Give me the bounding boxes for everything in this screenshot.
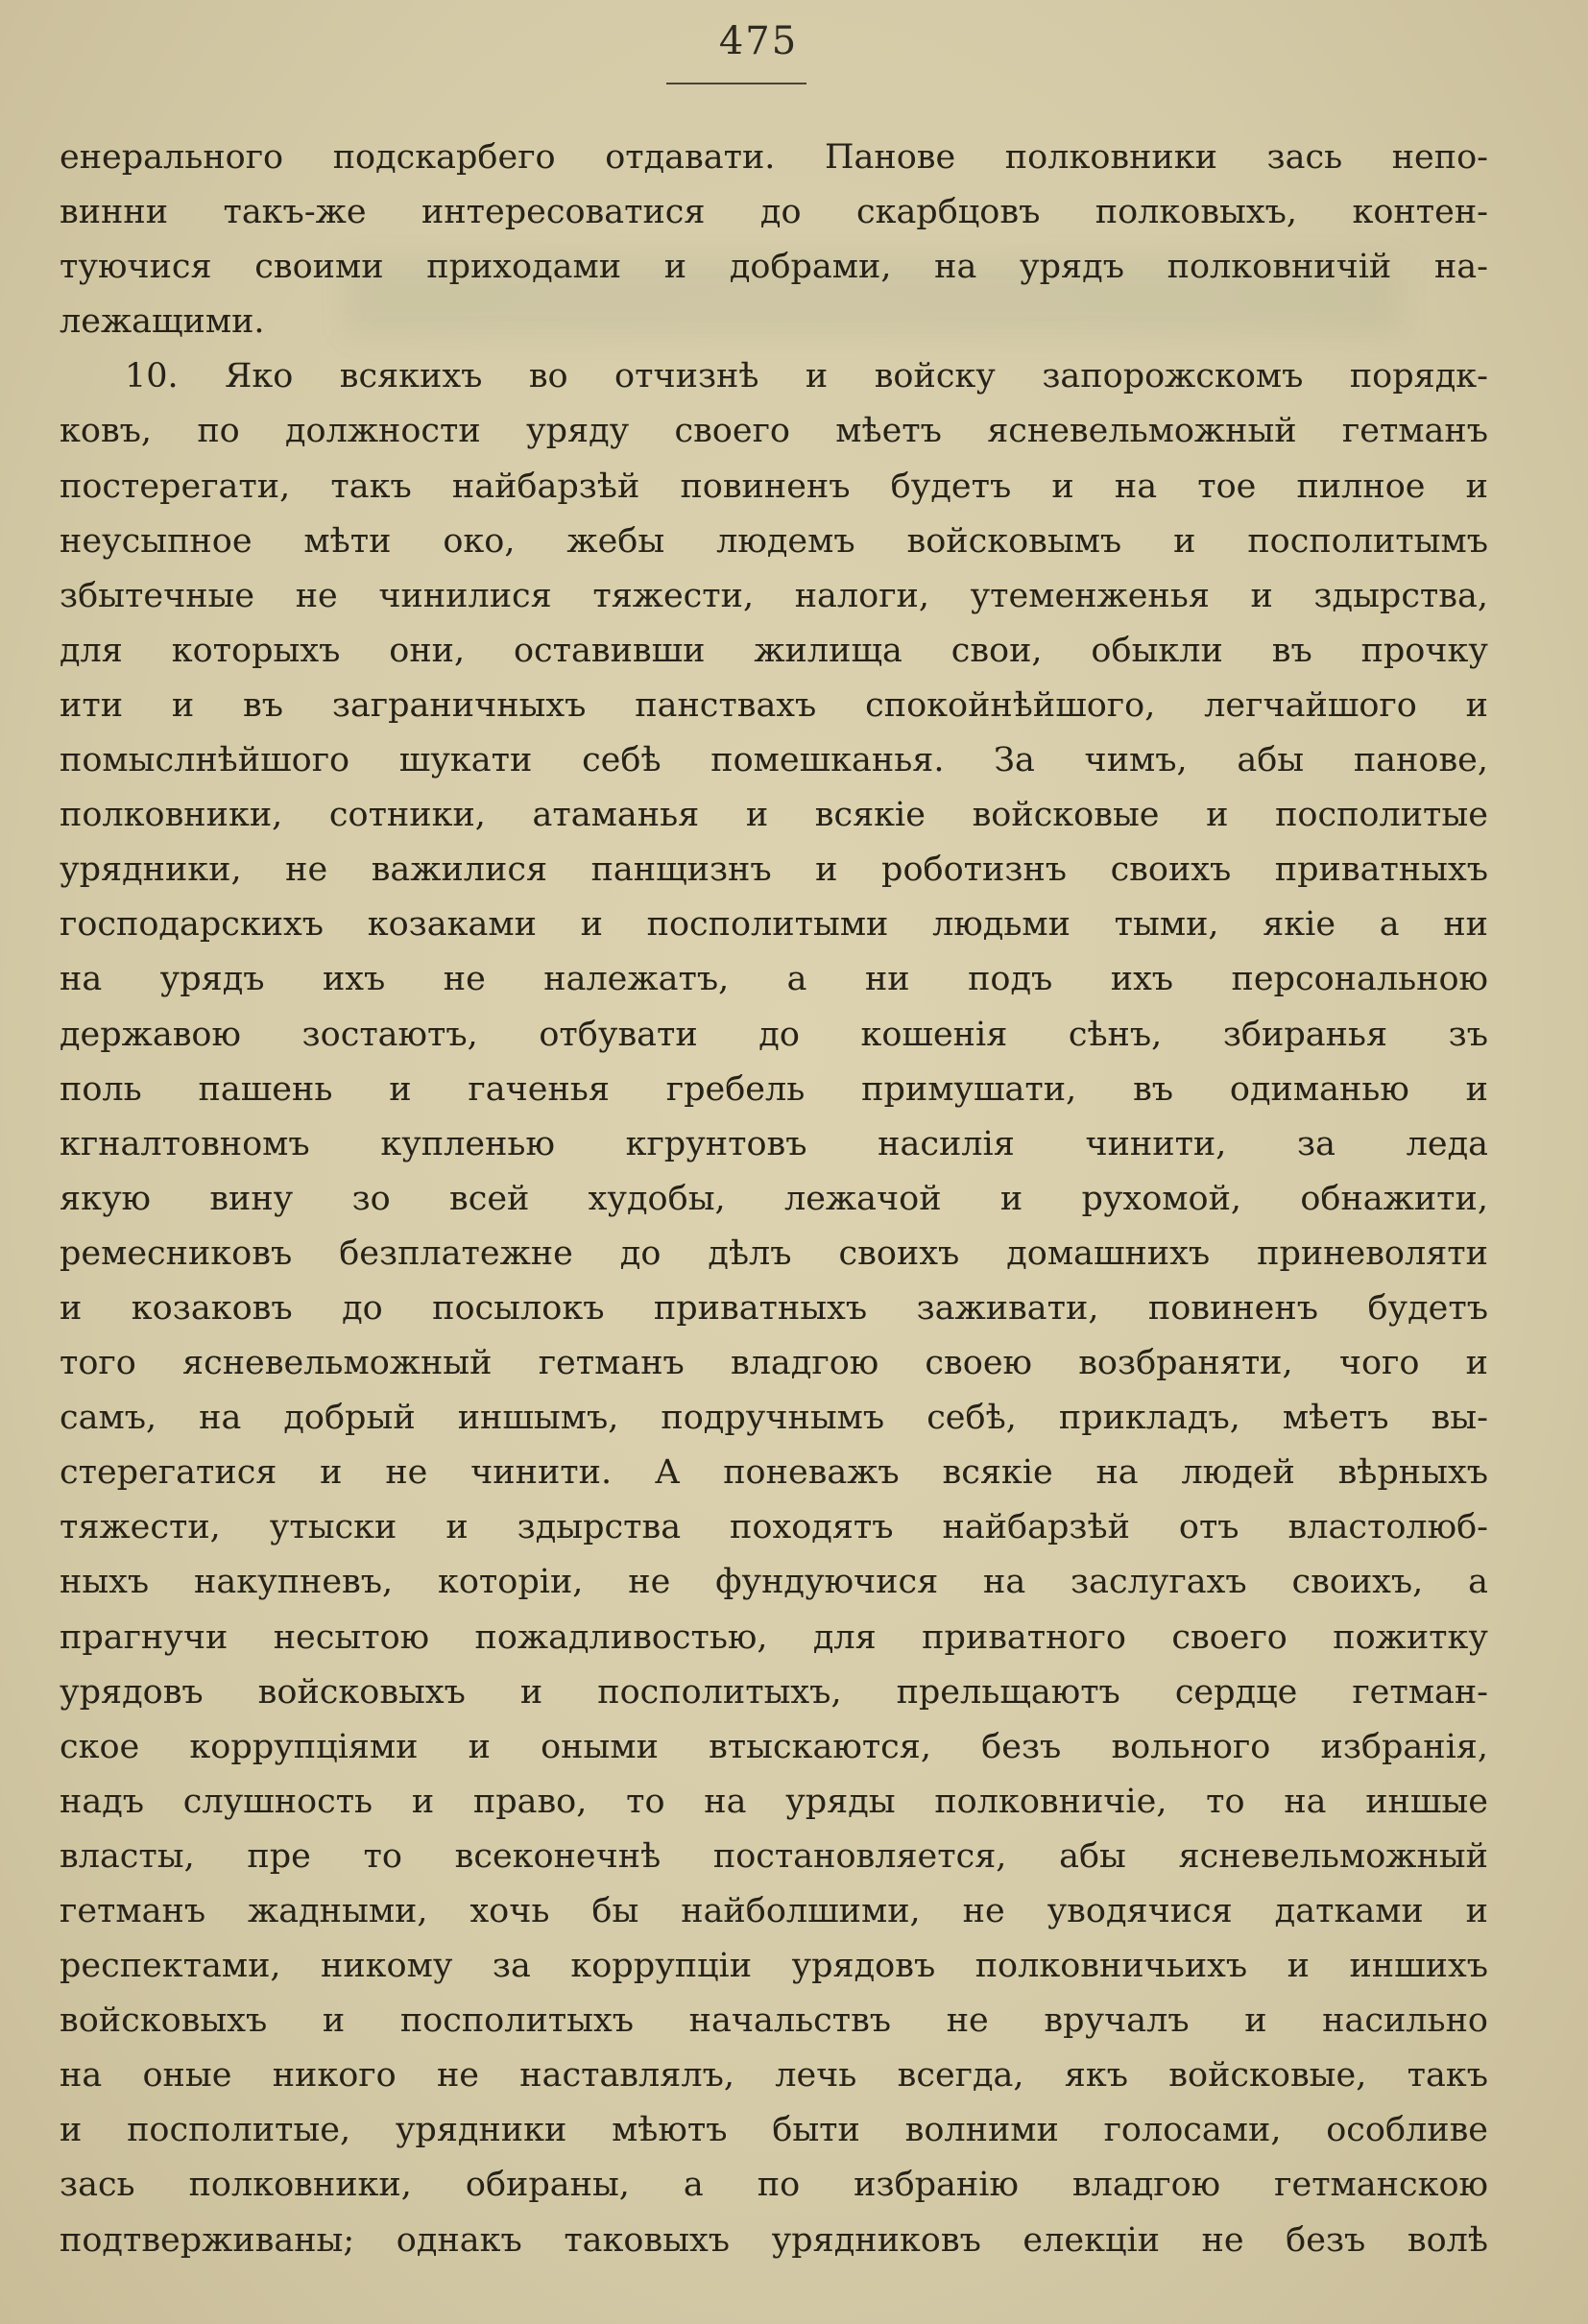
paragraph-start-line: 10. Яко всякихъ во отчизнѣ и войску запорожскомъ порядк-: [125, 357, 1488, 396]
text-line: якую вину зо всей худобы, лежачой и рухомой, обнажити,: [60, 1179, 1488, 1218]
text-line: винни такъ-же интересоватися до скарбцовъ полковыхъ, контен-: [60, 193, 1488, 232]
text-line: войсковыхъ и посполитыхъ начальствъ не вручалъ и насильно: [60, 2001, 1488, 2041]
text-line: ковъ, по должности уряду своего мѣетъ ясневельможный гетманъ: [60, 412, 1488, 451]
text-line: господарскихъ козаками и посполитыми людьми тыми, якіе а ни: [60, 905, 1488, 945]
text-line: ремесниковъ безплатежне до дѣлъ своихъ домашнихъ приневоляти: [60, 1234, 1488, 1273]
text-line: ити и въ заграничныхъ панствахъ спокойнѣйшого, легчайшого и: [60, 685, 1488, 725]
text-line: респектами, никому за коррупціи урядовъ полковничьихъ и иншихъ: [60, 1947, 1488, 1986]
text-line: тяжести, утыски и здырства походятъ найбарзѣй отъ властолюб-: [60, 1508, 1488, 1547]
text-line: лежащими.: [60, 302, 265, 342]
text-line: власты, пре то всеконечнѣ постановляется, абы ясневельможный: [60, 1836, 1488, 1876]
text-line: урядники, не важилися панщизнъ и роботизнъ своихъ приватныхъ: [60, 851, 1488, 890]
text-line: урядовъ войсковыхъ и посполитыхъ, прельщаютъ сердце гетман-: [60, 1672, 1488, 1712]
text-line: ныхъ накупневъ, которіи, не фундуючися на заслугахъ своихъ, а: [60, 1563, 1488, 1602]
text-line: и посполитые, урядники мѣютъ быти волними голосами, особливе: [60, 2111, 1488, 2150]
text-line: збытечные не чинилися тяжести, налоги, утеменженья и здырства,: [60, 576, 1488, 615]
text-line: на оные никого не наставлялъ, лечь всегда, якъ войсковые, такъ: [60, 2056, 1488, 2096]
text-line: постерегати, такъ найбарзѣй повиненъ будетъ и на тое пилное и: [60, 467, 1488, 506]
text-line: гетманъ жадными, хочь бы найболшими, не уводячися датками и: [60, 1892, 1488, 1930]
text-line: неусыпное мѣти око, жебы людемъ войсковымъ и посполитымъ: [60, 521, 1488, 561]
text-line: зась полковники, обираны, а по избранію владгою гетманскою: [60, 2166, 1488, 2205]
text-line: полковники, сотники, атаманья и всякіе войсковые и посполитые: [60, 796, 1488, 835]
text-line: и козаковъ до посылокъ приватныхъ заживати, повиненъ будетъ: [60, 1288, 1488, 1328]
text-line: подтверживаны; однакъ таковыхъ урядниковъ елекціи не безъ волѣ: [60, 2220, 1488, 2260]
text-line: на урядъ ихъ не належатъ, а ни подъ ихъ персональною: [60, 960, 1488, 999]
body-text: [60, 131, 1488, 2268]
page-number: 475: [718, 19, 799, 63]
text-line: ское коррупціями и оными втыскаются, безъ вольного избранія,: [60, 1727, 1488, 1766]
page-number-rule: [666, 83, 806, 84]
text-line: державою зостаютъ, отбувати до кошенія сѣнъ, збиранья зъ: [60, 1015, 1488, 1054]
text-line: поль пашень и гаченья гребель примушати, въ одиманью и: [60, 1069, 1488, 1109]
text-line: кгналтовномъ купленью кгрунтовъ насилія чинити, за леда: [60, 1124, 1488, 1163]
text-line: стерегатися и не чинити. А поневажъ всякіе на людей вѣрныхъ: [60, 1453, 1488, 1493]
text-line: прагнучи несытою пожадливостью, для приватного своего пожитку: [60, 1617, 1488, 1657]
text-line: надъ слушность и право, то на уряды полковничіе, то на иншые: [60, 1782, 1488, 1821]
text-line: туючися своими приходами и добрами, на урядъ полковничій на-: [60, 248, 1488, 287]
text-line: для которыхъ они, оставивши жилища свои, обыкли въ прочку: [60, 631, 1488, 670]
text-line: помыслнѣйшого шукати себѣ помешканья. За чимъ, абы панове,: [60, 741, 1488, 780]
text-line: енерального подскарбего отдавати. Панове полковники зась непо-: [60, 138, 1488, 177]
text-line: самъ, на добрый иншымъ, подручнымъ себѣ, прикладъ, мѣетъ вы-: [60, 1399, 1488, 1438]
text-line: того ясневельможный гетманъ владгою своею возбраняти, чого и: [60, 1344, 1488, 1383]
